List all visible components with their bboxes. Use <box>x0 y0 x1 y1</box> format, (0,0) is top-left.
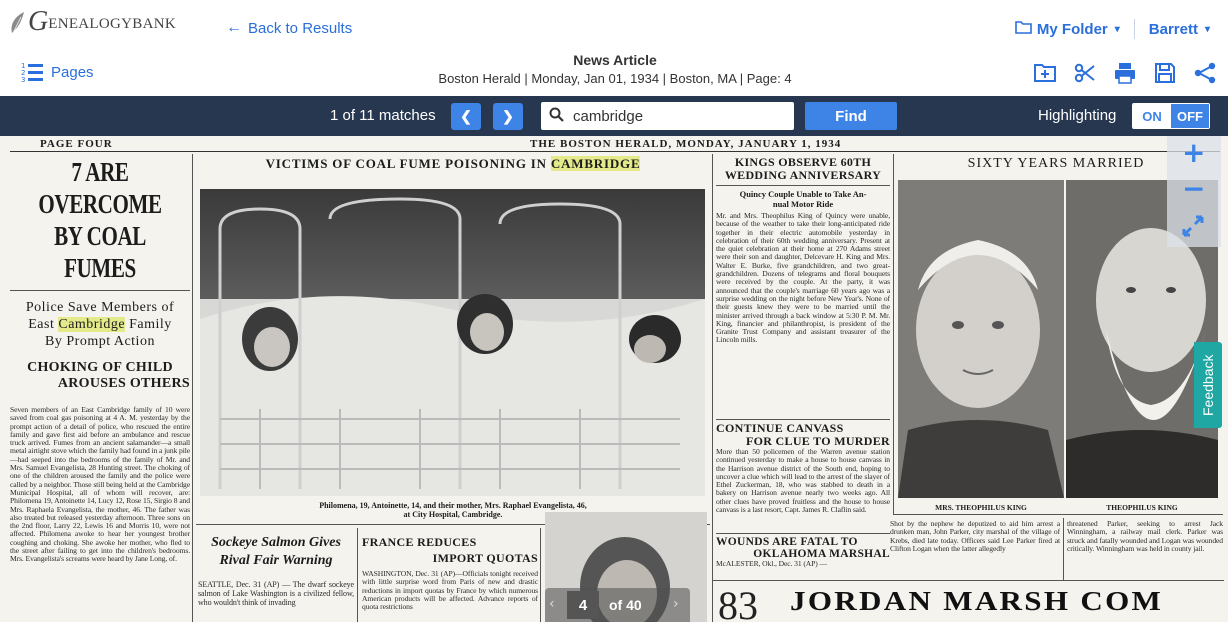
svg-text:2: 2 <box>21 69 26 77</box>
back-to-results-link[interactable] <box>226 19 352 37</box>
folder-icon <box>1015 20 1032 38</box>
article-marshal-continued-2 <box>1067 520 1223 580</box>
page-label: PAGE FOUR <box>40 138 113 150</box>
masthead <box>0 138 1228 152</box>
article-body: Mr. and Mrs. Theophilus King of Quincy were unable, because of the weather to take their long-anticipated ride together in their electric automobile yesterday in celebration of their 60th wedding anniversary. Present at the quiet celebration at their home at 270 Adams street were their son and daughter, Delcevare H. King and Mrs. Walter E. Burke, five grandchildren, and two great-grandchildren. Dozens of telegrams and floral bouquets were received by the couple. At the party, it was announced that the couple's marriage 60 years ago was a surprise wedding on the night before New Year's. None of their guests knew they were to be married until the minister arrived through a back window at 5:30 P. M. Mr. King, financier and philanthropist, is president of the Granite Trust Company and assistant treasurer of the Lincoln mills. <box>716 212 890 345</box>
sub-text: East <box>28 317 59 332</box>
expand-arrows-icon <box>1181 214 1205 238</box>
article-body: WASHINGTON, Dec. 31 (AP)—Officials tonight received with little surprise word from Paris of new and drastic reductions in import quotas by France by which numerous American products will be affected. Advance reports of quota restrictions <box>362 569 538 612</box>
find-button[interactable]: Find <box>805 102 897 130</box>
headline: Rival Fair Warning <box>219 553 333 568</box>
headline-text: VICTIMS OF COAL FUME POISONING IN <box>265 156 551 171</box>
section-head: CHOKING OF CHILD <box>27 360 173 375</box>
menu-divider <box>1134 19 1135 39</box>
headline: FOR CLUE TO MURDER <box>746 434 890 448</box>
back-to-results-label: Back to Results <box>248 19 353 37</box>
search-icon <box>549 107 564 126</box>
save-button[interactable] <box>1152 60 1178 86</box>
zoom-controls <box>1167 136 1221 247</box>
subheadline: Quincy Couple Unable to Take An- <box>739 189 867 199</box>
minus-icon: − <box>1182 172 1206 205</box>
article-sockeye-salmon <box>198 534 354 622</box>
article-body: threatened Parker, seeking to arrest Jack Winningham, a railway mail clerk. Parker was struck and fatally wounded and Logan was wounded critically. Winningham was held in county jail. <box>1067 520 1223 553</box>
search-highlight: Cambridge <box>58 317 126 332</box>
next-page-button[interactable]: › <box>673 596 679 612</box>
column-divider <box>540 528 541 622</box>
total-pages: of 40 <box>609 597 642 613</box>
search-field[interactable] <box>541 102 794 130</box>
mrs-king-portrait <box>898 180 1064 498</box>
subheadline: nual Motor Ride <box>772 199 834 209</box>
logo-text: ENEALOGYBANK <box>48 16 176 32</box>
caption-line: at City Hospital, Cambridge. <box>403 510 503 519</box>
my-folder-label: My Folder <box>1036 20 1108 38</box>
search-bar <box>0 96 1228 136</box>
user-account-button[interactable] <box>1149 21 1210 38</box>
article-body: Seven members of an East Cambridge family of 10 were saved from coal gas poisoning at 4 A. M. yesterday by the prompt action of a detail of police, who rescued the entire family and gave first aid before an ambulance and rescue truck arrived. Fumes from an ancient salamander—a small metal airtight stove which the family had found in a junk pile—had seeped into the bedrooms of the family of Mr. and Mrs. Samuel Evangelista, 28 Hunting street. The choking of one of the children aroused the family and the police were called by a neighbor. Those still being held at the Cambridge Municipal Hospital, all of whom will recover, are: Philomena 19, Antoinette 14, Lucy 12, Rose 15, Sirgio 8 and Mrs. Raphaela Evangelista, the mother, 46. The father was also treated but released yesterday afternoon. Three sons on the 2nd floor, Larry 22, Lewis 16 and Morris 10, were not affected. Philomena awoke to hear her youngest brother coughing and choking. She awoke her mother, who fled to the street after failing to get into the children's bedrooms. Mrs. Evangelista's screams were heard by Jane Long, of. <box>10 405 190 564</box>
svg-text:1: 1 <box>21 62 26 70</box>
genealogybank-logo[interactable] <box>8 7 176 37</box>
ad-number: 83 <box>718 583 758 622</box>
search-input[interactable] <box>573 108 773 125</box>
column-divider <box>357 528 358 622</box>
user-menu <box>1015 19 1210 39</box>
article-coal-fumes <box>10 156 190 622</box>
headline <box>196 156 710 172</box>
headline: SIXTY YEARS MARRIED <box>967 156 1145 171</box>
headline: CONTINUE CANVASS <box>716 421 844 435</box>
newspaper-page-image <box>0 136 1228 622</box>
newspaper-viewer[interactable] <box>0 136 1228 622</box>
article-toolbar <box>1032 60 1218 86</box>
floppy-disk-icon <box>1153 61 1177 85</box>
logo-letter: G <box>28 6 49 37</box>
masthead-rule <box>10 151 1220 152</box>
article-meta: Boston Herald | Monday, Jan 01, 1934 | Boston, MA | Page: 4 <box>438 71 792 86</box>
rule <box>716 419 890 420</box>
rule <box>716 185 890 186</box>
printer-icon <box>1113 61 1137 85</box>
column-divider <box>712 154 713 622</box>
highlighting-on-option[interactable]: ON <box>1133 104 1171 128</box>
rule <box>716 533 890 534</box>
subheadline <box>10 316 190 333</box>
chevron-down-icon: ▾ <box>1204 23 1210 35</box>
headline: BY COAL FUMES <box>54 221 146 283</box>
article-kings-anniversary <box>716 156 890 622</box>
highlighting-toggle[interactable] <box>1132 103 1210 129</box>
subheadline: By Prompt Action <box>45 334 155 349</box>
highlighting-label: Highlighting <box>1038 107 1117 124</box>
headline: FRANCE REDUCES <box>362 535 477 549</box>
header <box>0 0 1228 96</box>
hospital-photo <box>200 189 705 496</box>
headline: Sockeye Salmon Gives <box>211 535 341 550</box>
feedback-tab[interactable]: Feedback <box>1194 342 1222 428</box>
column-divider <box>893 154 894 514</box>
paper-dateline: THE BOSTON HERALD, MONDAY, JANUARY 1, 1934 <box>530 138 842 150</box>
rule <box>893 514 1223 515</box>
highlighting-off-option[interactable]: OFF <box>1171 104 1209 128</box>
share-button[interactable] <box>1192 60 1218 86</box>
plus-icon: + <box>1182 136 1206 169</box>
leaf-logo-icon <box>8 9 28 35</box>
jordan-marsh-ad: JORDAN MARSH COM <box>790 586 1164 616</box>
chevron-right-icon: ❯ <box>502 108 514 124</box>
headline: OKLAHOMA MARSHAL <box>753 548 890 560</box>
portrait-caption: THEOPHILUS KING <box>1106 503 1178 512</box>
pages-label: Pages <box>51 63 94 81</box>
sub-text: Family <box>125 317 172 332</box>
rule <box>712 580 1224 581</box>
search-highlight: CAMBRIDGE <box>550 156 641 171</box>
article-marshal-continued <box>890 520 1060 580</box>
zoom-in-button[interactable] <box>1182 136 1205 169</box>
column-divider <box>192 154 193 622</box>
article-body: More than 50 policemen of the Warren avenue station continued yesterday to make a house to house canvass in the Harrison avenue district of the South end, hoping to uncover a clue which will lead to the arrest of the slayer of Ethel Zuckerman, 18, who was stabbed to death in a bakery on Harrison avenue nearly two weeks ago. All other clues have proved fruitless and the house to house canvass is a last resort, Capt. James R. Claflin said. <box>716 448 890 515</box>
portrait-caption: MRS. THEOPHILUS KING <box>935 503 1027 512</box>
folder-plus-icon <box>1033 61 1057 85</box>
my-folder-button[interactable] <box>1015 20 1120 38</box>
column-divider <box>1063 518 1064 580</box>
scissors-icon <box>1073 61 1097 85</box>
chevron-down-icon: ▾ <box>1114 23 1120 35</box>
print-button[interactable] <box>1112 60 1138 86</box>
chevron-left-icon: ❮ <box>460 108 472 124</box>
headline: 7 ARE OVERCOME <box>38 157 162 219</box>
fit-to-screen-button[interactable] <box>1181 212 1205 245</box>
article-title-block <box>415 52 815 86</box>
page-pager <box>545 588 690 622</box>
article-type: News Article <box>573 52 657 68</box>
caption-line: Philomena, 19, Antoinette, 14, and their mother, Mrs. Raphael Evangelista, 46, <box>319 501 587 510</box>
pages-button[interactable] <box>21 60 94 84</box>
article-body: SEATTLE, Dec. 31 (AP) — The dwarf sockeye salmon of Lake Washington is a civilized fellow, who wouldn't think of invading <box>198 580 354 607</box>
previous-page-button[interactable]: ‹ <box>549 596 555 612</box>
subheadline: Police Save Members of <box>25 300 175 315</box>
article-body: McALESTER, Okl., Dec. 31 (AP) — <box>716 559 828 568</box>
section-head: AROUSES OTHERS <box>57 376 190 391</box>
add-to-folder-button[interactable] <box>1032 60 1058 86</box>
headline: WEDDING ANNIVERSARY <box>724 168 882 182</box>
headline: WOUNDS ARE FATAL TO <box>716 536 858 548</box>
arrow-left-icon: ← <box>226 19 242 36</box>
article-france-quotas <box>362 534 538 622</box>
rule <box>10 290 190 291</box>
headline: KINGS OBSERVE 60TH <box>734 156 872 169</box>
match-count: 1 of 11 matches <box>330 107 436 124</box>
share-icon <box>1193 61 1217 85</box>
article-body: Shot by the nephew he deputized to aid him arrest a drunken man, John Parker, city marshal of the village of Krebs, died late today. Officers said Lee Parker fired at Clifton Logan when the latter allegedly <box>890 520 1060 553</box>
current-page[interactable]: 4 <box>567 591 599 619</box>
previous-match-button[interactable] <box>451 103 481 130</box>
user-name-label: Barrett <box>1148 20 1198 38</box>
headline: IMPORT QUOTAS <box>432 551 538 565</box>
next-match-button[interactable] <box>493 103 523 130</box>
svg-text:3: 3 <box>21 76 26 84</box>
numbered-list-icon <box>21 60 43 84</box>
zoom-out-button[interactable] <box>1182 172 1205 205</box>
clip-button[interactable] <box>1072 60 1098 86</box>
